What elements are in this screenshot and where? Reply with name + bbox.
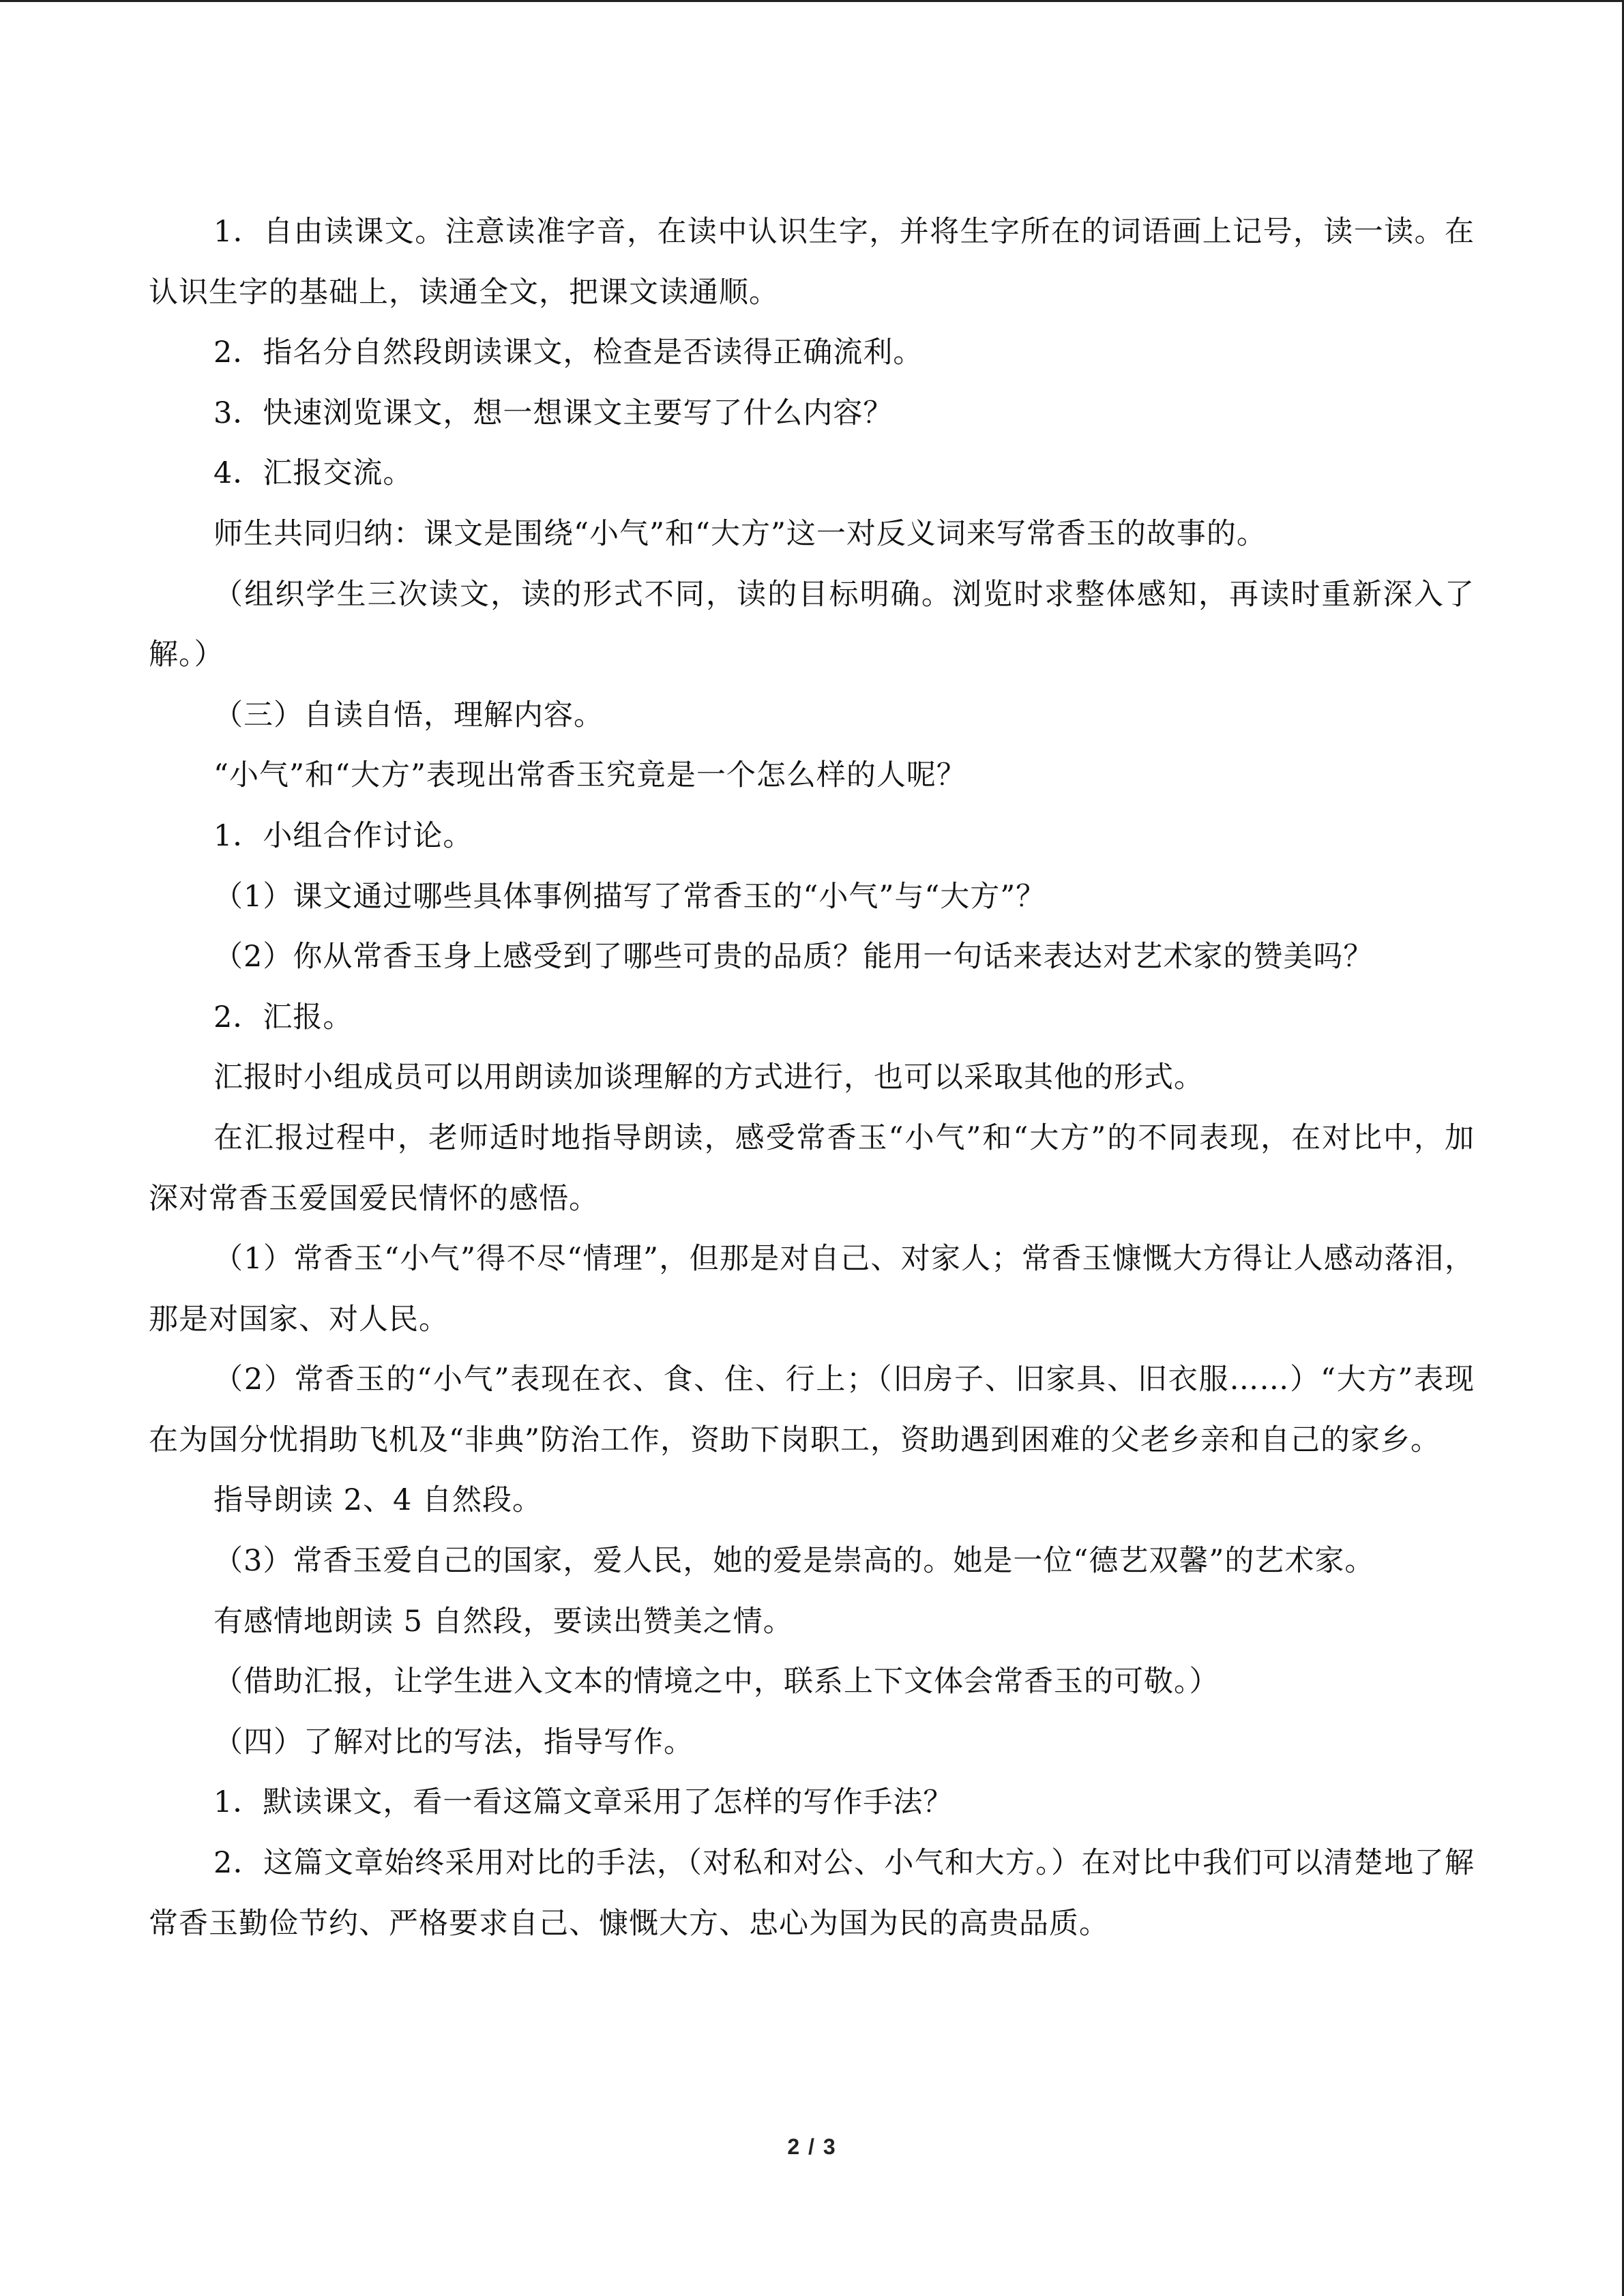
paragraph-step-2-read-by-section: 2．指名分自然段朗读课文，检查是否读得正确流利。 xyxy=(213,336,924,370)
paragraph-discussion-q2: （2）你从常香玉身上感受到了哪些可贵的品质？能用一句话来表达对艺术家的赞美吗？ xyxy=(213,940,1374,974)
document-body xyxy=(149,202,1475,1954)
paragraph-contrast-technique: 2．这篇文章始终采用对比的手法，（对私和对公、小气和大方。）在对比中我们可以清楚地了解常香玉勤俭节约、严格要求自己、慷慨大方、忠心为国为民的高贵品质。 xyxy=(149,1846,1475,1941)
paragraph-note-reading: （组织学生三次读文，读的形式不同，读的目标明确。浏览时求整体感知，再读时重新深入了解。） xyxy=(149,577,1475,672)
paragraph-group-discussion: 1．小组合作讨论。 xyxy=(213,818,473,853)
page-number: 2 / 3 xyxy=(787,2134,837,2159)
paragraph-question: “小气”和“大方”表现出常香玉究竟是一个怎么样的人呢？ xyxy=(213,758,966,793)
paragraph-step-4-report: 4．汇报交流。 xyxy=(213,456,413,491)
paragraph-emotional-reading: 有感情地朗读 5 自然段，要读出赞美之情。 xyxy=(213,1604,793,1639)
section-heading-3: （三）自读自悟，理解内容。 xyxy=(213,698,604,732)
paragraph-step-3-skim: 3．快速浏览课文，想一想课文主要写了什么内容？ xyxy=(213,396,894,430)
paragraph-point-1: （1）常香玉“小气”得不尽“情理”，但那是对自己、对家人；常香玉慷慨大方得让人感动落泪，那是对国家、对人民。 xyxy=(149,1242,1475,1337)
paragraph-report-method: 汇报时小组成员可以用朗读加谈理解的方式进行，也可以采取其他的形式。 xyxy=(213,1060,1204,1095)
paragraph-point-2: （2）常香玉的“小气”表现在衣、食、住、行上；（旧房子、旧家具、旧衣服……）“大方”表现在为国分忧捐助飞机及“非典”防治工作，资助下岗职工，资助遇到困难的父老乡亲和自己的家乡。 xyxy=(149,1362,1475,1457)
paragraph-discussion-q1: （1）课文通过哪些具体事例描写了常香玉的“小气”与“大方”？ xyxy=(213,879,1046,914)
paragraph-guided-reading: 指导朗读 2、4 自然段。 xyxy=(213,1483,543,1518)
paragraph-note-report: （借助汇报，让学生进入文本的情境之中，联系上下文体会常香玉的可敬。） xyxy=(213,1665,1220,1699)
paragraph-point-3: （3）常香玉爱自己的国家，爱人民，她的爱是崇高的。她是一位“德艺双馨”的艺术家。 xyxy=(213,1544,1375,1579)
paragraph-report: 2．汇报。 xyxy=(213,1000,353,1034)
paragraph-step-1-free-reading: 1．自由读课文。注意读准字音，在读中认识生字，并将生字所在的词语画上记号，读一读。在认识生字的基础上，读通全文，把课文读通顺。 xyxy=(149,215,1475,310)
section-heading-4: （四）了解对比的写法，指导写作。 xyxy=(213,1725,694,1759)
paragraph-summary: 师生共同归纳：课文是围绕“小气”和“大方”这一对反义词来写常香玉的故事的。 xyxy=(213,516,1267,551)
paragraph-report-process: 在汇报过程中，老师适时地指导朗读，感受常香玉“小气”和“大方”的不同表现，在对比中，加深对常香玉爱国爱民情怀的感悟。 xyxy=(149,1120,1475,1216)
paragraph-silent-reading: 1．默读课文，看一看这篇文章采用了怎样的写作手法？ xyxy=(213,1785,954,1820)
